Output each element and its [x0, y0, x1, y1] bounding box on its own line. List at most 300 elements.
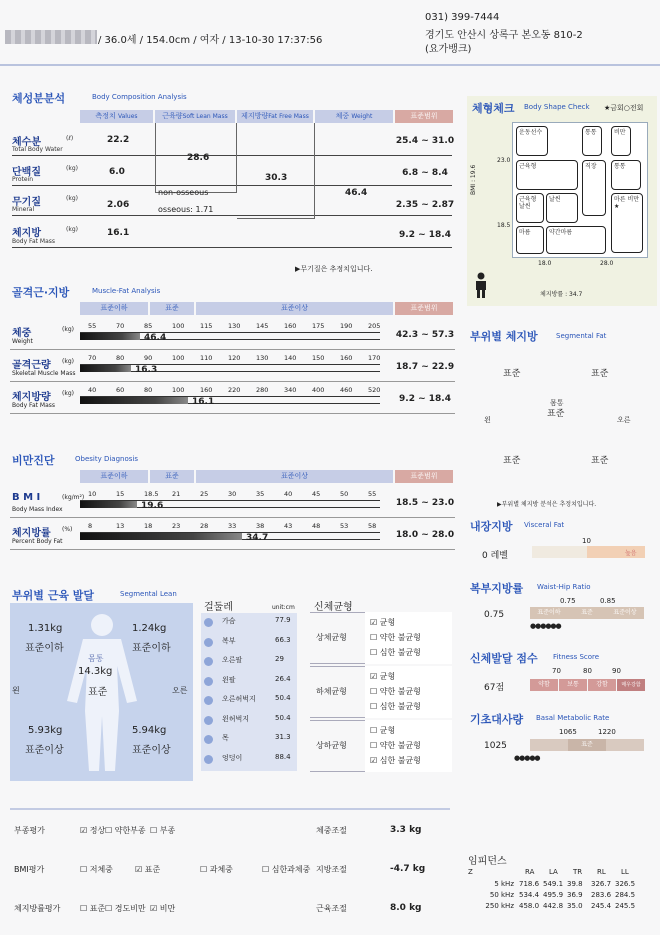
ctrl-label-2: 근육조절 — [316, 904, 347, 913]
ob-tick-1-4: 28 — [200, 522, 209, 530]
eval-opt-2-0[interactable]: ☐ 표준 — [80, 904, 106, 913]
bc-row-fat — [12, 220, 452, 248]
girth-name-2: 오른팔 — [222, 656, 243, 664]
mf-range-0: 42.3 ~ 57.3 — [395, 330, 455, 340]
girth-unit: unit:cm — [272, 604, 295, 611]
ob-range-0: 18.5 ~ 23.0 — [395, 498, 455, 508]
imp-z: Z — [468, 868, 473, 876]
seg-right-arm: 표준 — [591, 369, 609, 379]
bc-water-range: 25.4 ~ 31.0 — [395, 136, 455, 146]
imp-val-1-3: 283.6 — [591, 891, 612, 899]
ob-bar-0 — [80, 501, 137, 508]
mf-tick-2-1: 60 — [116, 386, 125, 394]
imp-col-2: TR — [573, 868, 583, 876]
girth-name-7: 엉덩이 — [222, 753, 243, 762]
fit-c4: 매우강함 — [617, 679, 645, 691]
mf-tick-2-4: 160 — [200, 386, 213, 394]
ob-tick-1-10: 58 — [368, 522, 377, 530]
ob-en-1: Percent Body Fat — [12, 538, 63, 545]
eval-label-2: 체지방률평가 — [14, 904, 61, 913]
clinic-name: (요가뱅크) — [425, 44, 472, 55]
girth-value-5: 50.4 — [275, 713, 291, 722]
mf-tick-1-1: 80 — [116, 354, 125, 362]
girth-name-3: 왼팔 — [222, 675, 236, 684]
balance-opt-0-2[interactable]: ☐ 심한 불균형 — [370, 648, 421, 657]
whr-under: 표준이하 — [530, 607, 568, 619]
bc-note: ▶무기질은 추정치입니다. — [295, 265, 373, 273]
mf-value-1: 16.3 — [135, 365, 158, 375]
seg-right-leg: 표준 — [591, 456, 609, 466]
imp-val-2-2: 35.0 — [567, 902, 583, 910]
ob-sep-0 — [10, 517, 455, 518]
mf-subtitle: Muscle-Fat Analysis — [92, 287, 161, 295]
mf-en-2: Body Fat Mass — [12, 402, 55, 409]
mf-tick-1-5: 120 — [228, 354, 241, 362]
whr-s1: 0.75 — [560, 597, 576, 605]
mf-col-under: 표준이하 — [80, 302, 148, 315]
eval-opt-0-0[interactable]: ☑ 정상 — [80, 826, 106, 835]
shape-xlabel: 체지방률 : 34.7 — [540, 291, 583, 298]
vf-value: 0 레벨 — [482, 551, 508, 561]
ob-bar-1 — [80, 533, 242, 540]
fit-title: 신체발달 점수 — [470, 652, 538, 665]
bc-col-sl: 근육량Soft Lean Mass — [155, 110, 235, 123]
bc-water-value: 22.2 — [107, 135, 130, 145]
mf-bar-2 — [80, 397, 188, 404]
bmr-subtitle: Basal Metabolic Rate — [536, 714, 610, 722]
mf-en-0: Weight — [12, 338, 33, 345]
sl-right-arm: 1.24kg — [132, 623, 167, 634]
girth-dot-icon-6 — [204, 735, 213, 744]
mf-tick-0-0: 55 — [88, 322, 97, 330]
vf-scale: 10 — [582, 537, 591, 545]
mf-range-2: 9.2 ~ 18.4 — [399, 394, 451, 404]
imp-val-1-0: 534.4 — [519, 891, 540, 899]
bc-col-weight: 체중 Weight — [315, 110, 393, 123]
ob-tick-0-4: 25 — [200, 490, 209, 498]
shape-x2: 28.0 — [600, 260, 614, 267]
bc-osseous: osseous: 1.71 — [158, 205, 214, 214]
mf-tick-0-8: 175 — [312, 322, 325, 330]
mf-bar-0 — [80, 333, 140, 340]
mf-col-range: 표준범위 — [395, 302, 453, 315]
whr-dots: ●●●●●● — [530, 622, 561, 630]
ob-col-std: 표준 — [150, 470, 194, 483]
sl-trunk: 14.3kg — [78, 666, 113, 677]
bmr-title: 기초대사량 — [470, 713, 524, 726]
eval-opt-1-2[interactable]: ☐ 과체중 — [200, 865, 233, 874]
sl-trunk-status: 표준 — [88, 687, 108, 698]
mf-tick-1-3: 100 — [172, 354, 185, 362]
girth-dot-icon-1 — [204, 638, 213, 647]
imp-val-2-3: 245.4 — [591, 902, 612, 910]
eval-opt-0-1[interactable]: ☐ 약한부종 — [105, 826, 146, 835]
mf-sep-0 — [10, 349, 455, 350]
bc-fat-label: 체지방 — [12, 228, 41, 239]
girth-name-1: 복부 — [222, 636, 236, 645]
bc-ffm-value: 30.3 — [265, 173, 288, 183]
shape-subtitle: Body Shape Check — [524, 103, 590, 111]
eval-opt-1-3[interactable]: ☐ 심한과체중 — [262, 865, 311, 874]
imp-val-0-4: 326.5 — [615, 880, 636, 888]
bc-fat-en: Body Fat Mass — [12, 238, 55, 245]
shape-cell-1: 통통 — [582, 126, 602, 156]
mf-tick-1-10: 170 — [368, 354, 381, 362]
mf-tick-0-9: 190 — [340, 322, 353, 330]
whr-std: 표준 — [568, 607, 606, 619]
ob-col-under: 표준이하 — [80, 470, 148, 483]
bc-water-en: Total Body Water — [12, 146, 63, 153]
shape-cell-5: 통통 — [611, 160, 641, 190]
imp-col-1: LA — [549, 868, 558, 876]
imp-val-0-1: 549.1 — [543, 880, 564, 888]
imp-val-1-2: 36.9 — [567, 891, 583, 899]
ctrl-label-0: 체중조절 — [316, 826, 347, 835]
mf-tick-1-2: 90 — [144, 354, 153, 362]
imp-col-0: RA — [525, 868, 535, 876]
ob-tick-0-8: 45 — [312, 490, 321, 498]
ctrl-value-2: 8.0 kg — [390, 903, 422, 913]
ob-tick-1-9: 53 — [340, 522, 349, 530]
ob-tick-1-6: 38 — [256, 522, 265, 530]
whr-value: 0.75 — [484, 610, 505, 620]
bmr-s2: 1220 — [598, 728, 616, 736]
bc-mineral-label: 무기질 — [12, 197, 41, 208]
shape-x1: 18.0 — [538, 260, 552, 267]
balance-opt-0-1[interactable]: ☐ 약한 불균형 — [370, 633, 421, 642]
bc-mineral-value: 2.06 — [107, 200, 130, 210]
mf-sep-2 — [10, 413, 455, 414]
balance-opt-2-2[interactable]: ☑ 심한 불균형 — [370, 756, 421, 765]
mf-tick-0-5: 130 — [228, 322, 241, 330]
ob-tick-0-3: 21 — [172, 490, 181, 498]
bmr-s1: 1065 — [559, 728, 577, 736]
shape-cell-6: 근육형 날씬 — [516, 193, 544, 223]
bc-protein-label: 단백질 — [12, 167, 41, 178]
seg-trunk-label: 몸통 — [550, 399, 564, 407]
ob-unit-0: (kg/m²) — [62, 494, 85, 501]
bc-sl-value: 28.6 — [187, 153, 210, 163]
ob-title: 비만진단 — [12, 454, 55, 467]
fit-s2: 80 — [583, 667, 592, 675]
imp-val-2-4: 245.5 — [615, 902, 636, 910]
ob-value-1: 34.7 — [246, 533, 269, 543]
mf-tick-2-2: 80 — [144, 386, 153, 394]
ob-tick-1-8: 48 — [312, 522, 321, 530]
girth-value-4: 50.4 — [275, 694, 291, 702]
seg-left-leg: 표준 — [503, 456, 521, 466]
eval-opt-0-2[interactable]: ☐ 부종 — [150, 826, 176, 835]
bmr-over — [606, 739, 644, 751]
ob-tick-0-1: 15 — [116, 490, 125, 498]
ob-en-0: Body Mass Index — [12, 506, 63, 513]
vf-high-label: 높음 — [625, 550, 637, 557]
mf-sep-1 — [10, 381, 455, 382]
bc-col-range: 표준범위 — [395, 110, 453, 123]
girth-name-4: 오른허벅지 — [222, 695, 256, 703]
eval-opt-2-1[interactable]: ☐ 경도비만 — [105, 904, 146, 913]
balance-opt-1-0[interactable]: ☑ 균형 — [370, 672, 396, 681]
fit-c2: 보통 — [559, 679, 587, 691]
imp-val-1-4: 284.5 — [615, 891, 636, 899]
mf-tick-2-7: 340 — [284, 386, 297, 394]
girth-name-0: 가슴 — [222, 617, 236, 625]
mf-tick-1-0: 70 — [88, 354, 97, 362]
seg-title: 부위별 체지방 — [470, 330, 538, 343]
imp-col-3: RL — [597, 868, 606, 876]
shape-y2: 18.5 — [497, 222, 511, 229]
bmr-dots: ●●●●● — [514, 754, 540, 762]
whr-over: 표준이상 — [606, 607, 644, 619]
sl-left-arm: 1.31kg — [28, 623, 63, 634]
bc-non-osseous: non-osseous — [158, 188, 209, 197]
ob-tick-0-9: 50 — [340, 490, 349, 498]
bc-osseous-value: 1.71 — [195, 205, 214, 214]
girth-dot-icon-7 — [204, 755, 213, 764]
bc-weight-value: 46.4 — [345, 188, 368, 198]
girth-dot-icon-4 — [204, 696, 213, 705]
sl-subtitle: Segmental Lean — [120, 590, 177, 598]
mf-unit-0: (kg) — [62, 326, 74, 333]
ob-col-range: 표준범위 — [395, 470, 453, 483]
seg-left-arm: 표준 — [503, 369, 521, 379]
imp-val-2-0: 458.0 — [519, 902, 540, 910]
bmr-value: 1025 — [484, 741, 507, 751]
mf-tick-0-3: 100 — [172, 322, 185, 330]
sl-left-leg: 5.93kg — [28, 725, 63, 736]
whr-s2: 0.85 — [600, 597, 616, 605]
balance-opt-1-2[interactable]: ☐ 심한 불균형 — [370, 702, 421, 711]
bc-water-unit: (ℓ) — [66, 135, 74, 142]
girth-dot-icon-3 — [204, 677, 213, 686]
seg-right-label: 오른 — [617, 416, 631, 424]
balance-group-label-0: 상체균형 — [316, 633, 347, 642]
mf-tick-0-6: 145 — [256, 322, 269, 330]
shape-y1: 23.0 — [497, 157, 511, 164]
ob-tick-0-0: 10 — [88, 490, 97, 498]
ob-subtitle: Obesity Diagnosis — [75, 455, 138, 463]
bc-protein-value: 6.0 — [109, 167, 125, 177]
mf-label-2: 체지방량 — [12, 392, 51, 403]
fit-c3: 강함 — [588, 679, 616, 691]
ob-label-1: 체지방률 — [12, 528, 51, 539]
shape-cell-7: 날씬 — [546, 193, 578, 223]
mf-col-over: 표준이상 — [196, 302, 393, 315]
bc-protein-range: 6.8 ~ 8.4 — [402, 168, 448, 178]
girth-name-6: 목 — [222, 734, 229, 742]
sl-right-leg-status: 표준이상 — [132, 745, 171, 756]
bottom-divider — [10, 808, 450, 810]
patient-id-blur — [5, 30, 97, 44]
bc-mineral-unit: (kg) — [66, 195, 78, 202]
mf-tick-0-2: 85 — [144, 322, 153, 330]
shape-cell-0: 운동선수 — [516, 126, 548, 156]
header-divider — [0, 64, 660, 66]
sl-left-arm-status: 표준이하 — [25, 643, 64, 654]
seg-left-label: 왼 — [484, 416, 491, 424]
imp-val-0-0: 718.6 — [519, 880, 540, 888]
ob-unit-1: (%) — [62, 526, 73, 533]
seg-note: ▶부위별 체지방 분석은 추정치입니다. — [497, 501, 597, 508]
mf-bar-1 — [80, 365, 131, 372]
balance-group-label-2: 상하균형 — [316, 741, 347, 750]
sl-panel — [10, 603, 193, 781]
mf-tick-1-9: 160 — [340, 354, 353, 362]
balance-group-label-1: 하체균형 — [316, 687, 347, 696]
shape-cell-9: 마름 — [516, 226, 544, 254]
ob-tick-0-7: 40 — [284, 490, 293, 498]
shape-legend: ★금회○전회 — [604, 104, 644, 112]
girth-dot-icon-2 — [204, 657, 213, 666]
bc-subtitle: Body Composition Analysis — [92, 93, 187, 101]
imp-val-0-2: 39.8 — [567, 880, 583, 888]
fit-s3: 90 — [612, 667, 621, 675]
sl-title: 부위별 근육 발달 — [12, 589, 95, 602]
imp-freq-2: 250 kHz — [485, 902, 514, 910]
fit-subtitle: Fitness Score — [553, 653, 600, 661]
bc-col-measured: 측정치 Values — [80, 110, 153, 123]
seg-trunk: 표준 — [547, 409, 565, 419]
vf-title: 내장지방 — [470, 520, 513, 533]
imp-col-4: LL — [621, 868, 629, 876]
bc-fat-range: 9.2 ~ 18.4 — [399, 230, 451, 240]
mf-col-std: 표준 — [150, 302, 194, 315]
mf-label-0: 체중 — [12, 328, 32, 339]
mf-tick-1-4: 110 — [200, 354, 213, 362]
mf-label-1: 골격근량 — [12, 360, 51, 371]
whr-title: 복부지방률 — [470, 582, 524, 595]
imp-val-1-1: 495.9 — [543, 891, 564, 899]
bmr-under — [530, 739, 568, 751]
bc-mineral-range: 2.35 ~ 2.87 — [395, 200, 455, 210]
vf-subtitle: Visceral Fat — [524, 521, 565, 529]
ob-tick-1-1: 13 — [116, 522, 125, 530]
bc-ffm-box — [237, 123, 315, 219]
mf-tick-1-6: 130 — [256, 354, 269, 362]
balance-opt-2-1[interactable]: ☐ 약한 불균형 — [370, 741, 421, 750]
ob-tick-0-5: 30 — [228, 490, 237, 498]
bmr-std: 표준 — [568, 739, 606, 751]
ob-tick-1-7: 43 — [284, 522, 293, 530]
mf-tick-2-5: 220 — [228, 386, 241, 394]
bc-title: 체성분분석 — [12, 92, 66, 105]
girth-dot-icon-0 — [204, 618, 213, 627]
ob-col-over: 표준이상 — [196, 470, 393, 483]
girth-value-7: 88.4 — [275, 752, 291, 761]
imp-freq-1: 50 kHz — [489, 891, 514, 899]
bc-col-ffm: 제지방량Fat Free Mass — [237, 110, 313, 123]
ctrl-label-1: 지방조절 — [316, 865, 347, 874]
sl-right-arm-status: 표준이하 — [132, 643, 171, 654]
ob-tick-1-5: 33 — [228, 522, 237, 530]
ob-tick-1-3: 23 — [172, 522, 181, 530]
mf-unit-1: (kg) — [62, 358, 74, 365]
ob-tick-0-10: 55 — [368, 490, 377, 498]
mf-en-1: Skeletal Muscle Mass — [12, 370, 76, 377]
bc-fat-unit: (kg) — [66, 226, 78, 233]
imp-val-2-1: 442.8 — [543, 902, 564, 910]
ob-tick-1-2: 18 — [144, 522, 153, 530]
mf-tick-2-9: 460 — [340, 386, 353, 394]
ob-sep-1 — [10, 549, 455, 550]
ob-tick-0-2: 18.5 — [144, 490, 159, 498]
girth-value-1: 66.3 — [275, 635, 291, 644]
girth-dot-icon-5 — [204, 716, 213, 725]
eval-opt-1-0[interactable]: ☐ 저체중 — [80, 865, 113, 874]
eval-label-1: BMI평가 — [14, 865, 45, 874]
ob-value-0: 19.6 — [141, 501, 164, 511]
mf-tick-2-10: 520 — [368, 386, 381, 394]
vf-bar-normal — [532, 546, 587, 558]
imp-freq-0: 5 kHz — [494, 880, 514, 888]
fit-c1: 약함 — [530, 679, 558, 691]
mf-value-2: 16.1 — [192, 397, 215, 407]
mf-range-1: 18.7 ~ 22.9 — [395, 362, 455, 372]
bc-water-label: 체수분 — [12, 137, 41, 148]
sl-left-leg-status: 표준이상 — [25, 745, 64, 756]
girth-value-6: 31.3 — [275, 733, 291, 741]
mf-tick-0-1: 70 — [116, 322, 125, 330]
patient-info: / 36.0세 / 154.0cm / 여자 / 13-10-30 17:37:56 — [98, 35, 323, 46]
ctrl-value-1: -4.7 kg — [390, 864, 426, 874]
shape-title: 체형체크 — [472, 102, 515, 115]
mf-value-0: 46.4 — [144, 333, 167, 343]
clinic-phone: 031) 399-7444 — [425, 12, 500, 23]
sl-trunk-label: 몸통 — [88, 654, 104, 663]
shape-cell-10: 약간마름 — [546, 226, 606, 254]
fit-s1: 70 — [552, 667, 561, 675]
bc-fat-value: 16.1 — [107, 228, 130, 238]
eval-opt-2-2[interactable]: ☑ 비만 — [150, 904, 176, 913]
sl-left-label: 왼 — [12, 686, 20, 695]
bc-mineral-en: Mineral — [12, 206, 35, 213]
mf-tick-0-10: 205 — [368, 322, 381, 330]
mf-tick-0-4: 115 — [200, 322, 213, 330]
girth-value-3: 26.4 — [275, 674, 291, 683]
balance-opt-2-0[interactable]: ☐ 균형 — [370, 726, 396, 735]
mf-tick-2-3: 100 — [172, 386, 185, 394]
ob-tick-0-6: 35 — [256, 490, 265, 498]
shape-cell-3: 근육형 — [516, 160, 578, 190]
shape-ylabel: BMI : 19.6 — [470, 164, 477, 195]
mf-tick-1-7: 140 — [284, 354, 297, 362]
fit-value: 67점 — [484, 683, 505, 693]
shape-cell-8: 마른 비만 ★ — [611, 193, 643, 253]
mf-title: 골격근·지방 — [12, 286, 70, 299]
girth-value-0: 77.9 — [275, 616, 291, 624]
shape-cell-4: 직장 — [582, 160, 606, 216]
imp-title: 임피던스 — [468, 856, 507, 867]
bc-protein-en: Protein — [12, 176, 34, 183]
clinic-address: 경기도 안산시 상록구 본오동 810-2 — [425, 30, 583, 41]
shape-cell-2: 비만 — [611, 126, 631, 156]
ob-label-0: B M I — [12, 492, 41, 503]
sl-right-label: 오른 — [172, 686, 188, 695]
mf-unit-2: (kg) — [62, 390, 74, 397]
seg-subtitle: Segmental Fat — [556, 332, 607, 340]
bc-protein-unit: (kg) — [66, 165, 78, 172]
balance-title: 신체균형 — [314, 602, 353, 613]
ob-range-1: 18.0 ~ 28.0 — [395, 530, 455, 540]
imp-val-0-3: 326.7 — [591, 880, 612, 888]
person-icon — [474, 272, 488, 298]
whr-subtitle: Waist-Hip Ratio — [537, 583, 591, 591]
balance-opt-1-1[interactable]: ☐ 약한 불균형 — [370, 687, 421, 696]
balance-opt-0-0[interactable]: ☑ 균형 — [370, 618, 396, 627]
eval-opt-1-1[interactable]: ☑ 표준 — [135, 865, 161, 874]
mf-tick-1-8: 150 — [312, 354, 325, 362]
girth-name-5: 왼허벅지 — [222, 714, 250, 723]
